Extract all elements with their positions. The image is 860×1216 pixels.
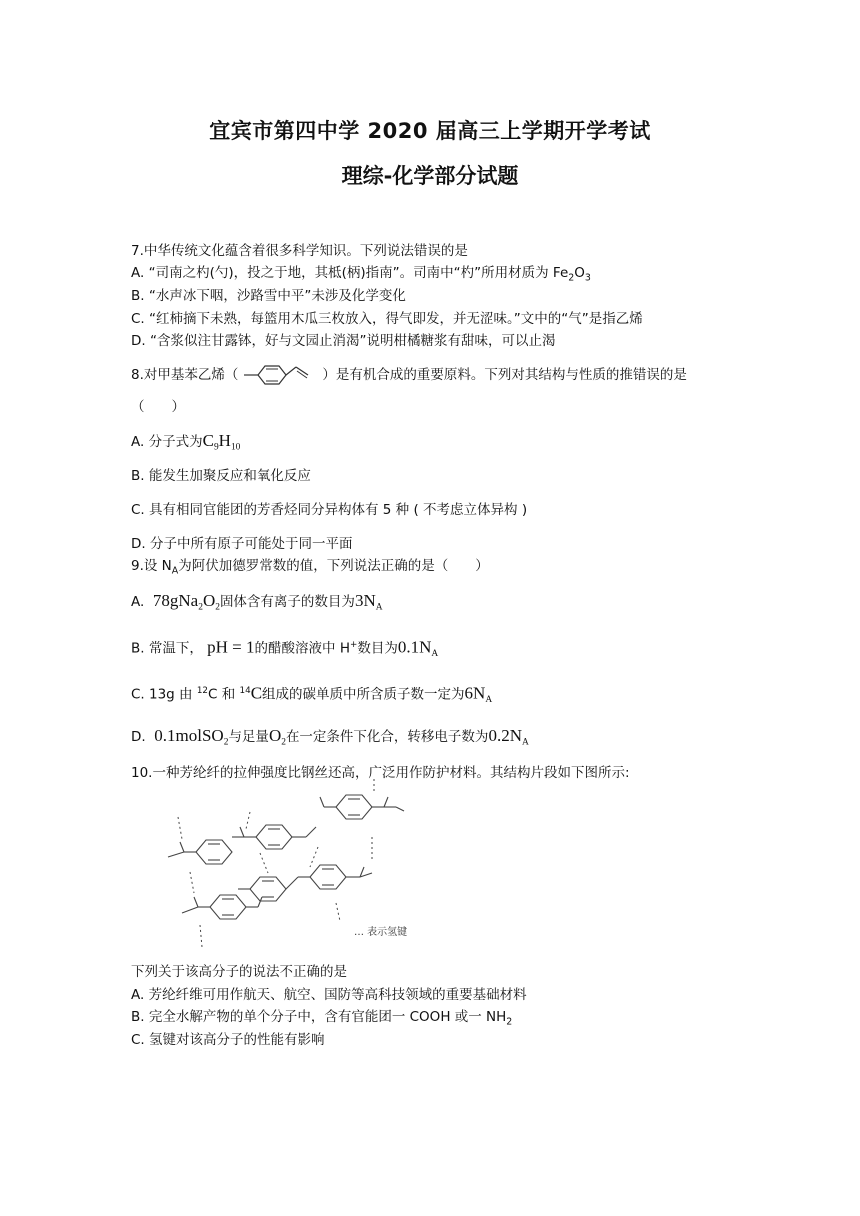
q9-b-label: B. 常温下， [131, 640, 203, 657]
q9-option-a [131, 592, 383, 617]
q9-c-n: 6N [464, 683, 486, 703]
q7-stem: 7.中华传统文化蕴含着很多科学知识。下列说法错误的是 [131, 243, 468, 259]
q8-option-b: B. 能发生加聚反应和氧化反应 [131, 468, 311, 484]
q9-c-label: C. 13g 由 [131, 686, 193, 703]
q9-d-f2: O [268, 726, 282, 745]
q8-a-text: A. 分子式为 [131, 434, 203, 450]
q9-a-n: 3N [354, 591, 376, 610]
q7-option-b: B. “水声冰下咽，沙路雪中平”未涉及化学变化 [131, 288, 406, 304]
q9-d-n: 0.2N [488, 726, 522, 745]
q9-d-s2: 2 [281, 737, 286, 748]
q7-option-a [131, 264, 591, 288]
q9-b-n: 0.1N [397, 637, 432, 657]
q10-option-c: C. 氢键对该高分子的性能有影响 [131, 1032, 325, 1048]
hydrogen-bond-legend: … 表示氢键 [354, 927, 408, 938]
q7-a-sub1: 2 [568, 272, 575, 284]
q9-stem-sub: A [171, 565, 179, 577]
q8-option-a [131, 432, 240, 457]
q10-lead: 下列关于该高分子的说法不正确的是 [131, 964, 347, 980]
q9-stem-b: 为阿伏加德罗常数的值，下列说法正确的是（ ） [178, 558, 489, 574]
q10-b-text: B. 完全水解产物的单个分子中，含有官能团一 COOH 或一 NH [131, 1009, 507, 1025]
q9-d-ns: A [521, 737, 529, 748]
q8-a-sub1: 9 [213, 442, 219, 453]
q8-a-sub2: 10 [230, 442, 241, 453]
q9-b-sup: + [349, 640, 358, 650]
q9-c-c1: C 和 [208, 686, 236, 703]
q9-c-sup2: 14 [239, 686, 251, 696]
exam-title: 宜宾市第四中学 2020 届高三上学期开学考试 [209, 119, 651, 143]
q7-a-o: O [574, 265, 585, 281]
q9-b-ns: A [431, 649, 439, 660]
q9-option-c [131, 682, 492, 709]
q10-b-sub: 2 [506, 1016, 513, 1028]
q9-b-mid: 的醋酸溶液中 H [254, 640, 350, 657]
q9-a-s1: 2 [198, 602, 203, 613]
q9-b-mid2: 数目为 [357, 640, 398, 657]
q8-a-c: C [202, 431, 214, 450]
q8-option-d: D. 分子中所有原子可能处于同一平面 [131, 536, 353, 552]
q9-a-s2: 2 [215, 602, 220, 613]
q10-option-b [131, 1008, 512, 1032]
q8-stem-before: 8.对甲基苯乙烯（ [131, 367, 239, 383]
q9-c-mid: 组成的碳单质中所含质子数一定为 [262, 686, 465, 703]
exam-subtitle: 理综-化学部分试题 [341, 164, 519, 188]
q8-stem [131, 362, 687, 388]
q8-option-c: C. 具有相同官能团的芳香烃同分异构体有 5 种 ( 不考虑立体异构 ) [131, 502, 528, 518]
q8-a-h: H [218, 431, 231, 450]
q7-option-a-text: “司南之杓(勺)，投之于地，其柢(柄)指南”。司南中“杓”所用材质为 Fe [148, 265, 569, 281]
q9-d-label: D. [131, 729, 146, 745]
q7-option-c: C. “红柿摘下未熟，每篮用木瓜三枚放入，得气即发，并无涩味。”文中的“气”是指乙烯 [131, 311, 643, 327]
q10-stem: 10.一种芳纶纤的拉伸强度比钢丝还高，广泛用作防护材料。其结构片段如下图所示: [131, 765, 630, 781]
methylstyrene-structure-icon [242, 362, 318, 388]
q8-stem-after: ）是有机合成的重要原料。下列对其结构与性质的推错误的是 [322, 367, 687, 383]
q9-option-b [131, 636, 438, 663]
q9-stem-a: 9.设 N [131, 558, 172, 574]
q9-a-ns: A [375, 602, 383, 613]
aramid-structure-diagram [160, 777, 435, 952]
q9-stem [131, 557, 489, 581]
q9-option-d [131, 727, 529, 752]
q9-a-label: A. [131, 594, 145, 610]
q9-a-f2: O [202, 591, 216, 610]
q9-a-mid: 固体含有离子的数目为 [219, 594, 355, 610]
q9-b-ph: pH = 1 [207, 637, 255, 657]
q9-a-f1: 78gNa [152, 591, 199, 610]
q9-d-mid: 与足量 [228, 729, 269, 745]
q9-c-ns: A [485, 695, 493, 706]
q9-c-c2: C [250, 683, 263, 703]
q7-a-sub2: 3 [584, 272, 591, 284]
q9-c-sup1: 12 [196, 686, 209, 696]
q7-option-a-label: A. [131, 265, 145, 281]
q8-paren: （ ） [131, 399, 185, 415]
q9-d-s1: 2 [223, 737, 229, 748]
q9-d-f1: 0.1molSO [154, 726, 224, 745]
q10-option-a: A. 芳纶纤维可用作航天、航空、国防等高科技领域的重要基础材料 [131, 987, 527, 1003]
q7-option-d: D. “含浆似注甘露钵，好与文园止消渴”说明柑橘糖浆有甜味，可以止渴 [131, 333, 556, 349]
q9-d-mid2: 在一定条件下化合，转移电子数为 [285, 729, 489, 745]
